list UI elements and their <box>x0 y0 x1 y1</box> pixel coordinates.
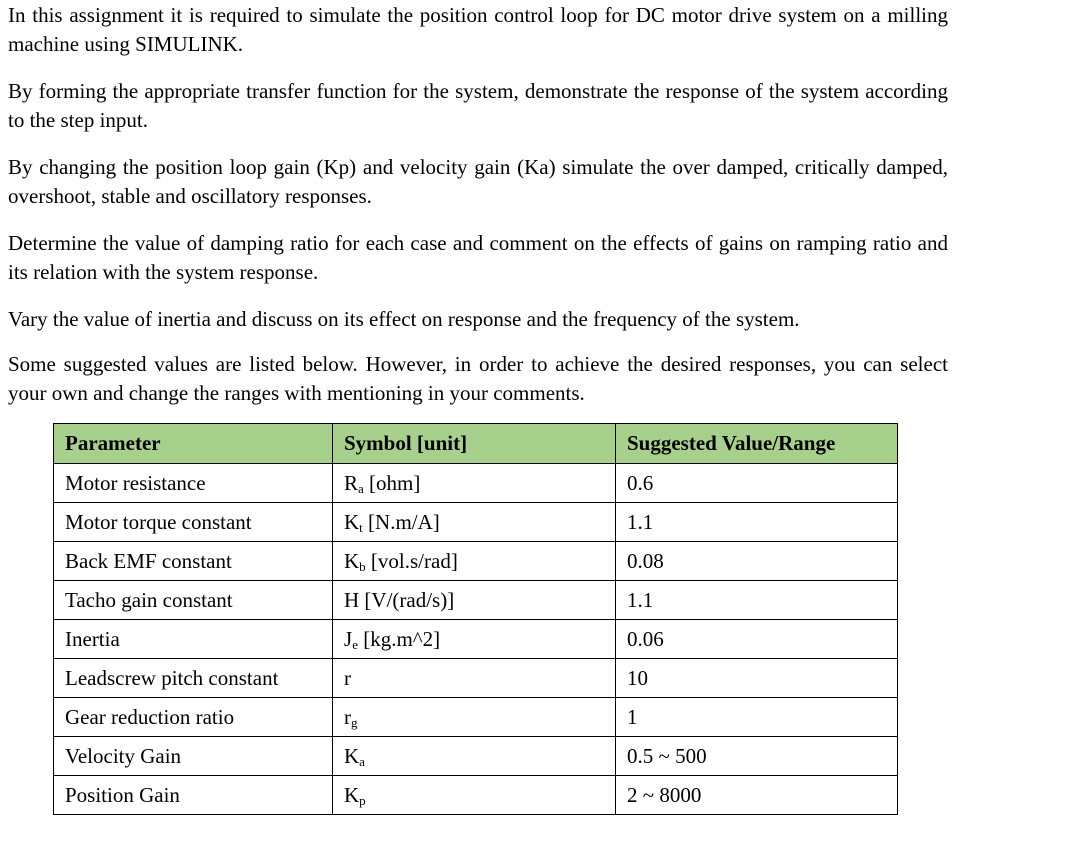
table-row <box>54 737 898 776</box>
cell-parameter: Inertia <box>54 620 333 659</box>
cell-suggested-value: 10 <box>616 659 898 698</box>
cell-symbol-unit <box>333 464 616 503</box>
header-suggested-value: Suggested Value/Range <box>616 424 898 464</box>
cell-suggested-value: 0.5 ~ 500 <box>616 737 898 776</box>
cell-parameter: Back EMF constant <box>54 542 333 581</box>
symbol-subscript: e <box>352 636 358 652</box>
table-row <box>54 581 898 620</box>
cell-symbol-unit <box>333 737 616 776</box>
symbol-letter: K <box>344 548 360 573</box>
cell-suggested-value: 0.06 <box>616 620 898 659</box>
cell-suggested-value: 2 ~ 8000 <box>616 776 898 815</box>
paragraph-suggested-values: Some suggested values are listed below. However, in order to achieve the desired responses, you can select your own and change the ranges with mentioning in your comments. <box>8 352 948 405</box>
symbol-subscript: p <box>359 792 366 808</box>
cell-parameter: Leadscrew pitch constant <box>54 659 333 698</box>
symbol-letter: H <box>344 587 360 612</box>
table-row <box>54 542 898 581</box>
paragraph-gains: By changing the position loop gain (Kp) and velocity gain (Ka) simulate the over damped, critically damped, overshoot, stable and oscillatory responses. <box>8 155 948 208</box>
cell-parameter: Position Gain <box>54 776 333 815</box>
table-row <box>54 620 898 659</box>
cell-symbol-unit <box>333 698 616 737</box>
symbol-subscript: a <box>358 480 364 496</box>
cell-symbol-unit <box>333 776 616 815</box>
table-row <box>54 698 898 737</box>
symbol-unit: [V/(rad/s)] <box>359 587 455 612</box>
cell-symbol-unit <box>333 581 616 620</box>
cell-parameter: Tacho gain constant <box>54 581 333 620</box>
symbol-unit: [N.m/A] <box>362 509 440 534</box>
symbol-letter: J <box>344 626 353 651</box>
cell-symbol-unit <box>333 503 616 542</box>
symbol-letter: K <box>344 509 360 534</box>
table-header-row <box>54 424 898 464</box>
paragraph-intro: In this assignment it is required to simulate the position control loop for DC motor drive system on a milling machine using SIMULINK. <box>8 3 948 56</box>
paragraph-damping-ratio: Determine the value of damping ratio for each case and comment on the effects of gains on ramping ratio and its relation with the system response. <box>8 231 948 284</box>
cell-symbol-unit <box>333 620 616 659</box>
cell-symbol-unit <box>333 659 616 698</box>
cell-suggested-value: 1.1 <box>616 503 898 542</box>
header-symbol-unit: Symbol [unit] <box>333 424 616 464</box>
symbol-subscript: a <box>359 753 365 769</box>
table-body <box>54 464 898 815</box>
table-row <box>54 503 898 542</box>
symbol-unit: [vol.s/rad] <box>365 548 458 573</box>
cell-parameter: Velocity Gain <box>54 737 333 776</box>
table-row <box>54 464 898 503</box>
symbol-unit: [kg.m^2] <box>357 626 441 651</box>
table-row <box>54 776 898 815</box>
cell-parameter: Motor torque constant <box>54 503 333 542</box>
symbol-subscript: t <box>359 519 363 535</box>
cell-parameter: Motor resistance <box>54 464 333 503</box>
cell-suggested-value: 1.1 <box>616 581 898 620</box>
cell-suggested-value: 1 <box>616 698 898 737</box>
cell-suggested-value: 0.6 <box>616 464 898 503</box>
cell-symbol-unit <box>333 542 616 581</box>
cell-parameter: Gear reduction ratio <box>54 698 333 737</box>
symbol-subscript: g <box>351 714 358 730</box>
symbol-letter: r <box>344 704 351 729</box>
paragraph-transfer-function: By forming the appropriate transfer function for the system, demonstrate the response of the system according to the step input. <box>8 79 948 132</box>
symbol-letter: K <box>344 743 360 768</box>
header-parameter: Parameter <box>54 424 333 464</box>
paragraph-inertia: Vary the value of inertia and discuss on its effect on response and the frequency of the system. <box>8 307 800 331</box>
cell-suggested-value: 0.08 <box>616 542 898 581</box>
table-row <box>54 659 898 698</box>
symbol-subscript: b <box>359 558 366 574</box>
symbol-letter: K <box>344 782 360 807</box>
symbol-letter: R <box>344 470 359 495</box>
symbol-unit: [ohm] <box>363 470 421 495</box>
symbol-letter: r <box>344 665 351 690</box>
parameters-table <box>53 423 898 815</box>
